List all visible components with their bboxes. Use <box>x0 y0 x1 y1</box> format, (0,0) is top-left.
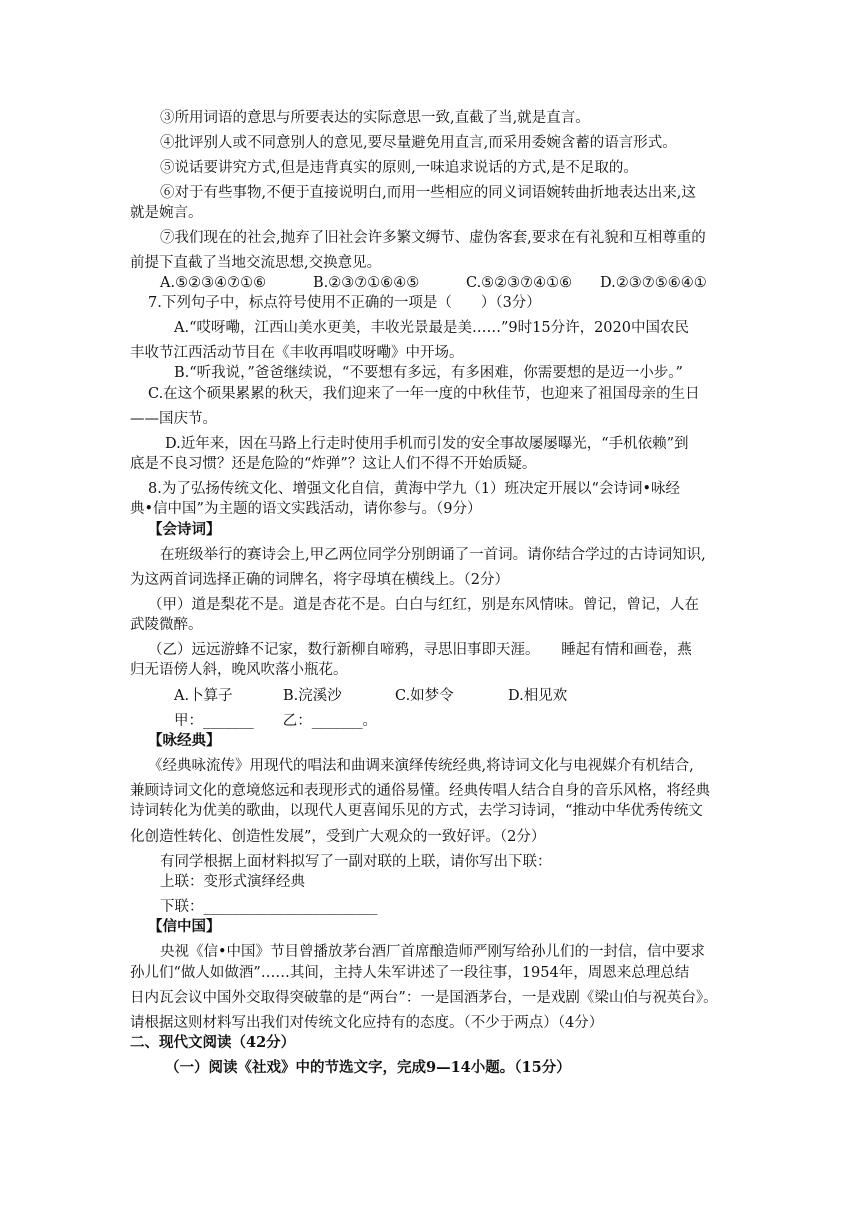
option-b: B.②③⑦①⑥④⑤ <box>313 275 420 291</box>
fill-blank: 甲：_______ 乙：_______。 <box>174 713 377 729</box>
couplet-second-line: 下联：________________________ <box>160 899 378 915</box>
option-c: C.⑤②③⑦④①⑥ <box>466 275 573 291</box>
text-line: ⑤说话要讲究方式,但是违背真实的原则,一味追求说话的方式,是不足取的。 <box>160 160 638 176</box>
option-a: A.⑤②③④⑦①⑥ <box>160 275 267 291</box>
text-line: 日内瓦会议中国外交取得突破靠的是“两台”：一是国酒茅台，一是戏剧《梁山伯与祝英台》。 <box>130 990 718 1006</box>
text-line: D.近年来，因在马路上行走时使用手机而引发的安全事故屡屡曝光，“手机依赖”到 <box>165 436 689 452</box>
cipai-option-c: C.如梦令 <box>395 688 454 704</box>
text-line: ⑥对于有些事物,不便于直接说明白,而用一些相应的同义词语婉转曲折地表达出来,这 <box>160 185 696 201</box>
text-line: 前提下直截了当地交流思想,交换意见。 <box>130 255 382 271</box>
cipai-option-b: B.浣溪沙 <box>283 688 342 704</box>
text-line: ③所用词语的意思与所要表达的实际意思一致,直截了当,就是直言。 <box>160 110 590 126</box>
section-heading: 【信中国】 <box>148 918 221 935</box>
question-7: 7.下列句子中，标点符号使用不正确的一项是（ ）（3分） <box>148 295 541 311</box>
cipai-option-a: A.卜算子 <box>174 688 233 704</box>
text-line: 就是婉言。 <box>130 205 203 221</box>
couplet-first-line: 上联：变形式演绎经典 <box>160 874 305 890</box>
text-line: 武陵微醉。 <box>130 617 203 633</box>
text-line: A.“哎呀嘞，江西山美水更美，丰收光景最是美……”9时15分许，2020中国农民 <box>174 320 689 336</box>
section-heading: 【咏经典】 <box>148 732 221 749</box>
text-line: 请根据这则材料写出我们对传统文化应持有的态度。（不少于两点）（4分） <box>130 1015 604 1031</box>
text-line: 有同学根据上面材料拟写了一副对联的上联，请你写出下联： <box>160 854 552 870</box>
text-line: 兼顾诗词文化的意境悠远和表现形式的通俗易懂。经典传唱人结合自身的音乐风格，将经典 <box>130 783 710 799</box>
text-line: 典•信中国”为主题的语文实践活动，请你参与。（9分） <box>130 501 482 517</box>
text-line: ⑦我们现在的社会,抛弃了旧社会许多繁文缛节、虚伪客套,要求在有礼貌和互相尊重的 <box>160 230 706 246</box>
text-line: ——国庆节。 <box>130 411 217 427</box>
text-line: 归无语傍人斜，晚风吹落小瓶花。 <box>130 662 348 678</box>
text-line: 在班级举行的赛诗会上,甲乙两位同学分别朗诵了一首词。请你结合学过的古诗词知识, <box>160 547 706 563</box>
text-line: C.在这个硕果累累的秋天，我们迎来了一年一度的中秋佳节，也迎来了祖国母亲的生日 <box>148 386 700 402</box>
text-line: 孙儿们“做人如做酒”……其间，主持人朱军讲述了一段往事，1954年，周恩来总理总结 <box>130 965 690 981</box>
text-line: ④批评别人或不同意别人的意见,要尽量避免用直言,而采用委婉含蓄的语言形式。 <box>160 135 677 151</box>
cipai-option-d: D.相见欢 <box>508 688 568 704</box>
text-line: 化创造性转化、创造性发展”，受到广大观众的一致好评。（2分） <box>130 829 546 845</box>
text-line: 央视《信•中国》节目曾播放茅台酒厂首席酿造师严刚写给孙儿们的一封信，信中要求 <box>160 944 706 960</box>
text-line: （甲）道是梨花不是。道是杏花不是。白白与红红，别是东风情味。曾记，曾记，人在 <box>148 597 699 613</box>
section-title: 二、现代文阅读（42分） <box>130 1034 296 1051</box>
subsection-title: （一）阅读《社戏》中的节选文字，完成9—14小题。（15分） <box>165 1059 571 1076</box>
text-line: 《经典咏流传》用现代的唱法和曲调来演绎传统经典,将诗词文化与电视媒介有机结合, <box>148 758 694 774</box>
text-line: B.“听我说，”爸爸继续说，“不要想有多远，有多困难，你需要想的是迈一小步。” <box>174 365 683 381</box>
text-line: 诗词转化为优美的歌曲，以现代人更喜闻乐见的方式，去学习诗词，“推动中华优秀传统文 <box>130 803 703 819</box>
option-d: D.②③⑦⑤⑥④① <box>600 275 707 291</box>
text-line: 为这两首词选择正确的词牌名，将字母填在横线上。（2分） <box>130 572 509 588</box>
section-heading: 【会诗词】 <box>148 521 221 538</box>
question-8: 8.为了弘扬传统文化、增强文化自信，黄海中学九（1）班决定开展以“会诗词•咏经 <box>148 481 681 497</box>
text-line: 底是不良习惯？还是危险的“炸弹”？这让人们不得不开始质疑。 <box>130 456 537 472</box>
text-line: （乙）远远游蜂不记家，数行新柳自啼鸦，寻思旧事即天涯。 睡起有情和画卷，燕 <box>148 642 692 658</box>
text-line: 丰收节江西活动节目在《丰收再唱哎呀嘞》中开场。 <box>130 345 464 361</box>
